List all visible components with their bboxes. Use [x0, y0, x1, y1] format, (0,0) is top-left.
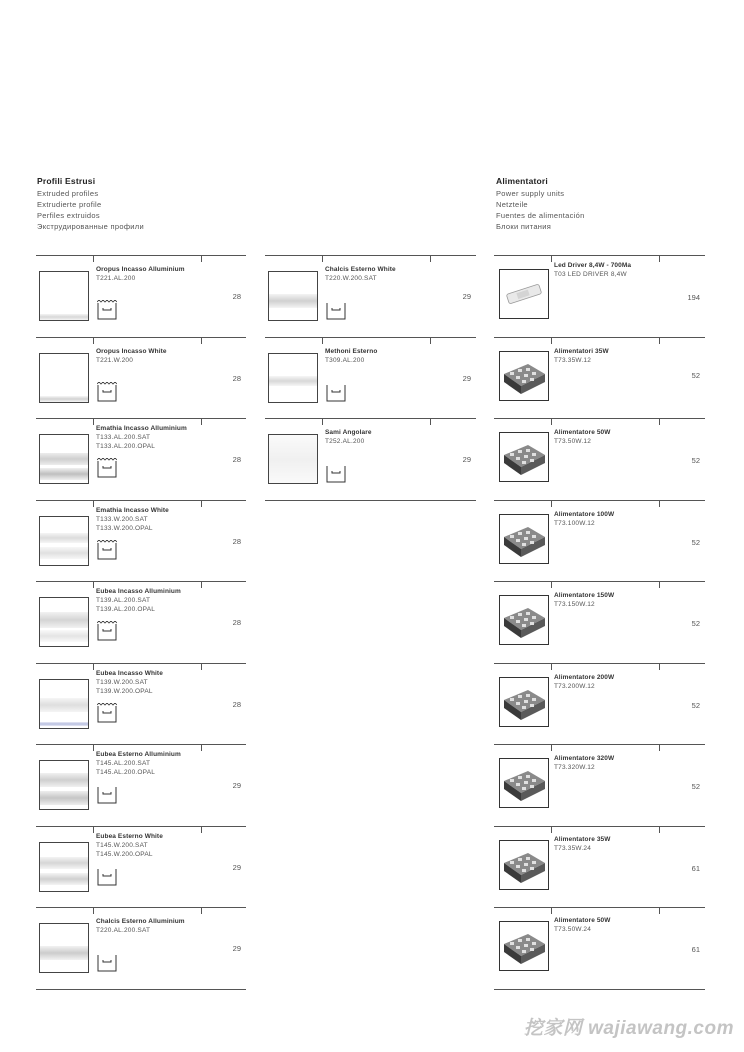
product-name: Alimentatori 35W	[554, 347, 609, 355]
section-subtitle-es: Perfiles extruidos	[37, 211, 100, 220]
product-code: T73.320W.12	[554, 764, 595, 771]
row-divider-tick	[430, 256, 431, 262]
product-row	[36, 337, 246, 419]
product-code: T145.AL.200.OPAL	[96, 769, 156, 776]
product-price: 28	[232, 536, 241, 546]
row-divider-tick	[551, 501, 552, 507]
row-divider-tick	[551, 419, 552, 425]
product-code: T73.50W.24	[554, 926, 592, 933]
product-name: Oropus Incasso Alluminium	[96, 266, 185, 273]
profile-photo-band	[40, 314, 88, 320]
profile-photo	[39, 434, 89, 484]
power-supply-icon	[500, 433, 548, 481]
right-section-header	[496, 176, 585, 232]
power-supply-image	[499, 921, 549, 971]
product-code: T221.AL.200	[96, 275, 136, 282]
power-supply-image	[499, 677, 549, 727]
product-price: 61	[691, 945, 700, 954]
product-code: T145.W.200.OPAL	[96, 850, 153, 858]
power-supply-image	[499, 595, 549, 645]
product-name: Oropus Incasso White	[96, 347, 167, 355]
power-supply-image	[499, 514, 549, 564]
product-price: 29	[232, 944, 241, 953]
product-row	[36, 826, 246, 908]
profile-section-icon	[97, 621, 117, 641]
product-name: Eubea Incasso White	[96, 669, 163, 677]
row-divider-tick	[93, 827, 94, 833]
product-code: T145.W.200.SAT	[96, 841, 148, 849]
row-divider-tick	[659, 664, 660, 670]
product-code: T73.200W.12	[554, 682, 595, 690]
product-code: T139.W.200.SAT	[96, 678, 148, 686]
row-divider-tick	[93, 908, 94, 914]
power-supply-column	[494, 255, 705, 990]
product-code: T309.AL.200	[325, 356, 365, 364]
section-subtitle-en: Extruded profiles	[37, 189, 99, 198]
profile-section-icon	[326, 382, 346, 402]
product-code: T73.50W.12	[554, 438, 592, 445]
row-divider-tick	[322, 338, 323, 344]
product-name: Chalcis Esterno Alluminium	[96, 918, 185, 925]
profile-photo-band	[40, 857, 88, 869]
profile-section-icon	[97, 300, 117, 320]
product-code: T73.150W.12	[554, 601, 595, 608]
product-row	[494, 418, 705, 500]
product-code: T133.AL.200.SAT	[96, 434, 151, 441]
product-row	[494, 581, 705, 663]
profile-section-icon	[97, 458, 117, 478]
section-subtitle-de: Extrudierte profile	[37, 200, 102, 209]
product-price: 52	[691, 456, 700, 465]
row-divider-tick	[93, 501, 94, 507]
section-subtitle-ru: Экструдированные профили	[37, 222, 144, 231]
left-section-header	[37, 176, 144, 232]
product-code: T03 LED DRIVER 8,4W	[554, 271, 627, 278]
product-price: 29	[462, 292, 471, 301]
product-code: T145.AL.200.SAT	[96, 760, 151, 767]
product-price: 29	[232, 781, 241, 790]
profile-photo-band	[40, 773, 88, 787]
product-row	[494, 907, 705, 990]
product-name: Alimentatore 200W	[554, 673, 615, 681]
product-row	[36, 744, 246, 826]
profile-section-icon	[97, 784, 117, 804]
product-name: Eubea Esterno White	[96, 832, 163, 840]
product-name: Emathia Incasso White	[96, 506, 169, 514]
section-subtitle-es: Fuentes de alimentación	[496, 211, 585, 220]
profile-photo-band	[269, 435, 317, 484]
row-divider-tick	[551, 908, 552, 914]
led-driver-image	[499, 269, 549, 319]
product-row	[265, 255, 476, 337]
profile-photo-band	[40, 946, 88, 960]
row-divider-tick	[201, 338, 202, 344]
profile-photo-band	[269, 294, 317, 308]
product-code: T133.W.200.OPAL	[96, 524, 153, 532]
section-subtitle-de: Netzteile	[496, 200, 528, 209]
product-row	[36, 418, 246, 500]
profile-photo	[39, 923, 89, 973]
power-supply-image	[499, 432, 549, 482]
row-divider-tick	[201, 745, 202, 751]
profile-photo	[268, 353, 318, 403]
row-divider-tick	[551, 745, 552, 751]
product-code: T73.35W.24	[554, 844, 592, 852]
row-divider-tick	[93, 338, 94, 344]
row-divider-tick	[93, 256, 94, 262]
product-price: 28	[232, 292, 241, 301]
profile-photo	[39, 353, 89, 403]
profile-photo-band	[40, 453, 88, 465]
product-price: 52	[691, 700, 700, 710]
row-divider-tick	[551, 582, 552, 588]
product-row	[494, 337, 705, 419]
product-name: Led Driver 8,4W - 700Ma	[554, 262, 632, 269]
row-divider-tick	[551, 256, 552, 262]
profile-photo	[268, 434, 318, 484]
product-price: 29	[462, 373, 471, 383]
row-divider-tick	[322, 256, 323, 262]
row-divider-tick	[201, 501, 202, 507]
profile-photo	[39, 271, 89, 321]
profile-photo	[39, 516, 89, 566]
power-supply-image	[499, 351, 549, 401]
product-name: Alimentatore 50W	[554, 917, 611, 924]
row-divider-tick	[430, 338, 431, 344]
product-name: Alimentatore 100W	[554, 510, 615, 518]
section-title: Alimentatori	[496, 176, 548, 186]
product-name: Alimentatore 320W	[554, 755, 615, 762]
profile-photo-band	[40, 468, 88, 480]
row-divider-tick	[659, 827, 660, 833]
row-divider-tick	[201, 908, 202, 914]
product-row	[494, 826, 705, 908]
row-divider-tick	[551, 338, 552, 344]
product-price: 28	[232, 455, 241, 464]
power-supply-image	[499, 840, 549, 890]
power-supply-icon	[500, 678, 548, 726]
power-supply-icon	[500, 841, 548, 889]
profile-section-icon	[97, 952, 117, 972]
profile-photo-band	[40, 698, 88, 712]
profile-section-icon	[97, 540, 117, 560]
section-title: Profili Estrusi	[37, 176, 96, 186]
product-code: T73.100W.12	[554, 519, 595, 527]
product-code: T221.W.200	[96, 356, 134, 364]
row-divider-tick	[322, 419, 323, 425]
product-row	[494, 500, 705, 582]
row-divider-tick	[93, 419, 94, 425]
product-row	[36, 500, 246, 582]
product-code: T133.AL.200.OPAL	[96, 443, 156, 450]
profile-photo	[39, 842, 89, 892]
product-name: Chalcis Esterno White	[325, 266, 396, 273]
row-divider-tick	[201, 664, 202, 670]
extruded-profiles-column-2	[265, 255, 476, 501]
profile-section-icon	[326, 300, 346, 320]
product-code: T139.AL.200.SAT	[96, 597, 151, 604]
row-divider-tick	[93, 745, 94, 751]
product-name: Emathia Incasso Alluminium	[96, 425, 187, 432]
product-name: Alimentatore 50W	[554, 429, 611, 436]
profile-photo	[39, 760, 89, 810]
profile-photo-band	[40, 612, 88, 628]
row-divider-tick	[659, 501, 660, 507]
profile-photo-band	[40, 722, 88, 726]
product-row	[36, 581, 246, 663]
product-price: 61	[691, 863, 700, 873]
product-name: Methoni Esterno	[325, 347, 378, 355]
row-divider-tick	[201, 582, 202, 588]
product-price: 52	[691, 782, 700, 791]
product-price: 52	[691, 619, 700, 628]
product-row	[36, 255, 246, 337]
profile-section-icon	[97, 866, 117, 886]
product-price: 194	[687, 293, 700, 302]
profile-photo-band	[40, 533, 88, 543]
product-code: T220.W.200.SAT	[325, 275, 377, 282]
product-row	[494, 744, 705, 826]
product-row	[265, 418, 476, 501]
profile-photo	[39, 679, 89, 729]
product-name: Eubea Incasso Alluminium	[96, 588, 181, 595]
profile-section-icon	[326, 463, 346, 483]
product-name: Eubea Esterno Alluminium	[96, 751, 181, 758]
profile-photo	[268, 271, 318, 321]
product-name: Alimentatore 150W	[554, 592, 615, 599]
row-divider-tick	[430, 419, 431, 425]
row-divider-tick	[201, 827, 202, 833]
product-name: Sami Angolare	[325, 429, 372, 436]
led-driver-icon	[500, 270, 548, 318]
profile-photo	[39, 597, 89, 647]
profile-photo-band	[40, 396, 88, 402]
profile-photo-band	[40, 547, 88, 559]
row-divider-tick	[659, 908, 660, 914]
power-supply-icon	[500, 352, 548, 400]
row-divider-tick	[93, 582, 94, 588]
profile-section-icon	[97, 703, 117, 723]
product-price: 52	[691, 370, 700, 380]
row-divider-tick	[201, 256, 202, 262]
power-supply-icon	[500, 759, 548, 807]
extruded-profiles-column-1	[36, 255, 246, 990]
row-divider-tick	[93, 664, 94, 670]
site-watermark: 挖家网 wajiawang.com	[523, 1018, 734, 1039]
product-code: T220.AL.200.SAT	[96, 927, 151, 934]
row-divider-tick	[659, 419, 660, 425]
profile-photo-band	[40, 873, 88, 885]
product-price: 28	[232, 373, 241, 383]
section-subtitle-en: Power supply units	[496, 189, 565, 198]
row-divider-tick	[659, 256, 660, 262]
profile-photo-band	[40, 630, 88, 642]
product-price: 28	[232, 699, 241, 709]
product-code: T73.35W.12	[554, 356, 592, 364]
power-supply-icon	[500, 922, 548, 970]
power-supply-icon	[500, 596, 548, 644]
product-code: T133.W.200.SAT	[96, 515, 148, 523]
product-row	[36, 907, 246, 990]
row-divider-tick	[551, 827, 552, 833]
profile-photo-band	[269, 376, 317, 386]
product-row	[494, 255, 705, 337]
product-row	[494, 663, 705, 745]
product-price: 29	[462, 455, 471, 464]
product-price: 29	[232, 862, 241, 872]
row-divider-tick	[659, 582, 660, 588]
profile-section-icon	[97, 382, 117, 402]
row-divider-tick	[659, 338, 660, 344]
product-price: 28	[232, 618, 241, 627]
section-subtitle-ru: Блоки питания	[496, 222, 552, 231]
power-supply-image	[499, 758, 549, 808]
product-code: T252.AL.200	[325, 438, 365, 445]
row-divider-tick	[201, 419, 202, 425]
product-code: T139.W.200.OPAL	[96, 687, 153, 695]
power-supply-icon	[500, 515, 548, 563]
product-price: 52	[691, 537, 700, 547]
product-code: T139.AL.200.OPAL	[96, 606, 156, 613]
product-name: Alimentatore 35W	[554, 835, 611, 843]
product-row	[265, 337, 476, 419]
row-divider-tick	[659, 745, 660, 751]
row-divider-tick	[551, 664, 552, 670]
product-row	[36, 663, 246, 745]
profile-photo-band	[40, 791, 88, 805]
